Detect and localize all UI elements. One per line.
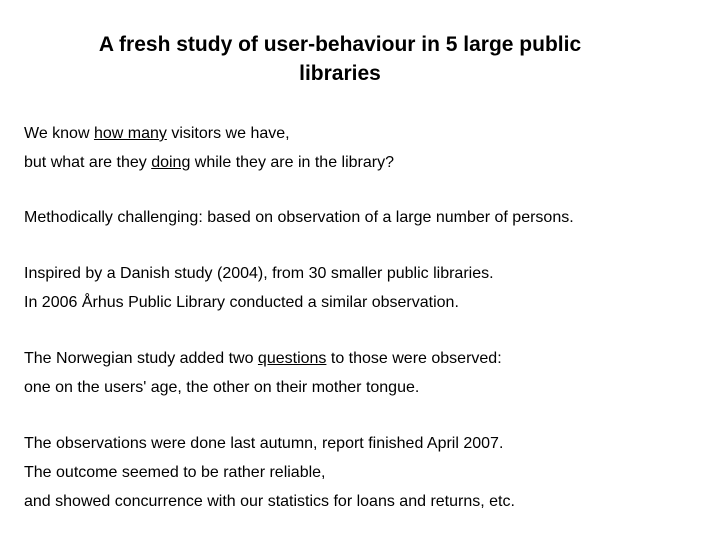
- paragraph-4-line-2: one on the users' age, the other on their mother tongue.: [24, 379, 420, 396]
- text-run: while they are in the library?: [190, 154, 394, 171]
- paragraph-5-line-1: The observations were done last autumn, report finished April 2007.: [24, 435, 504, 452]
- paragraph-4-line-1: [24, 349, 502, 369]
- text-run: to those were observed:: [326, 350, 502, 367]
- text-run: visitors we have,: [166, 125, 290, 142]
- slide-title-line-1: A fresh study of user-behaviour in 5 large public: [98, 33, 582, 56]
- paragraph-1-line-2: [24, 153, 394, 173]
- slide-title-line-2: libraries: [299, 62, 381, 85]
- text-run: We know: [24, 125, 94, 142]
- paragraph-3-line-1: Inspired by a Danish study (2004), from 30 smaller public libraries.: [24, 265, 494, 282]
- paragraph-5-line-3: and showed concurrence with our statistics for loans and returns, etc.: [24, 493, 515, 510]
- paragraph-3-line-2: In 2006 Århus Public Library conducted a similar observation.: [24, 294, 459, 311]
- underlined-text: questions: [257, 350, 327, 367]
- underlined-text: how many: [93, 125, 167, 142]
- paragraph-5-line-2: The outcome seemed to be rather reliable,: [24, 464, 326, 481]
- paragraph-2: Methodically challenging: based on observation of a large number of persons.: [24, 209, 574, 226]
- slide-title: [40, 30, 640, 88]
- paragraph-1-line-1: [24, 124, 290, 144]
- underlined-text: doing: [151, 154, 191, 171]
- text-run: The Norwegian study added two: [24, 350, 258, 367]
- text-run: but what are they: [24, 154, 152, 171]
